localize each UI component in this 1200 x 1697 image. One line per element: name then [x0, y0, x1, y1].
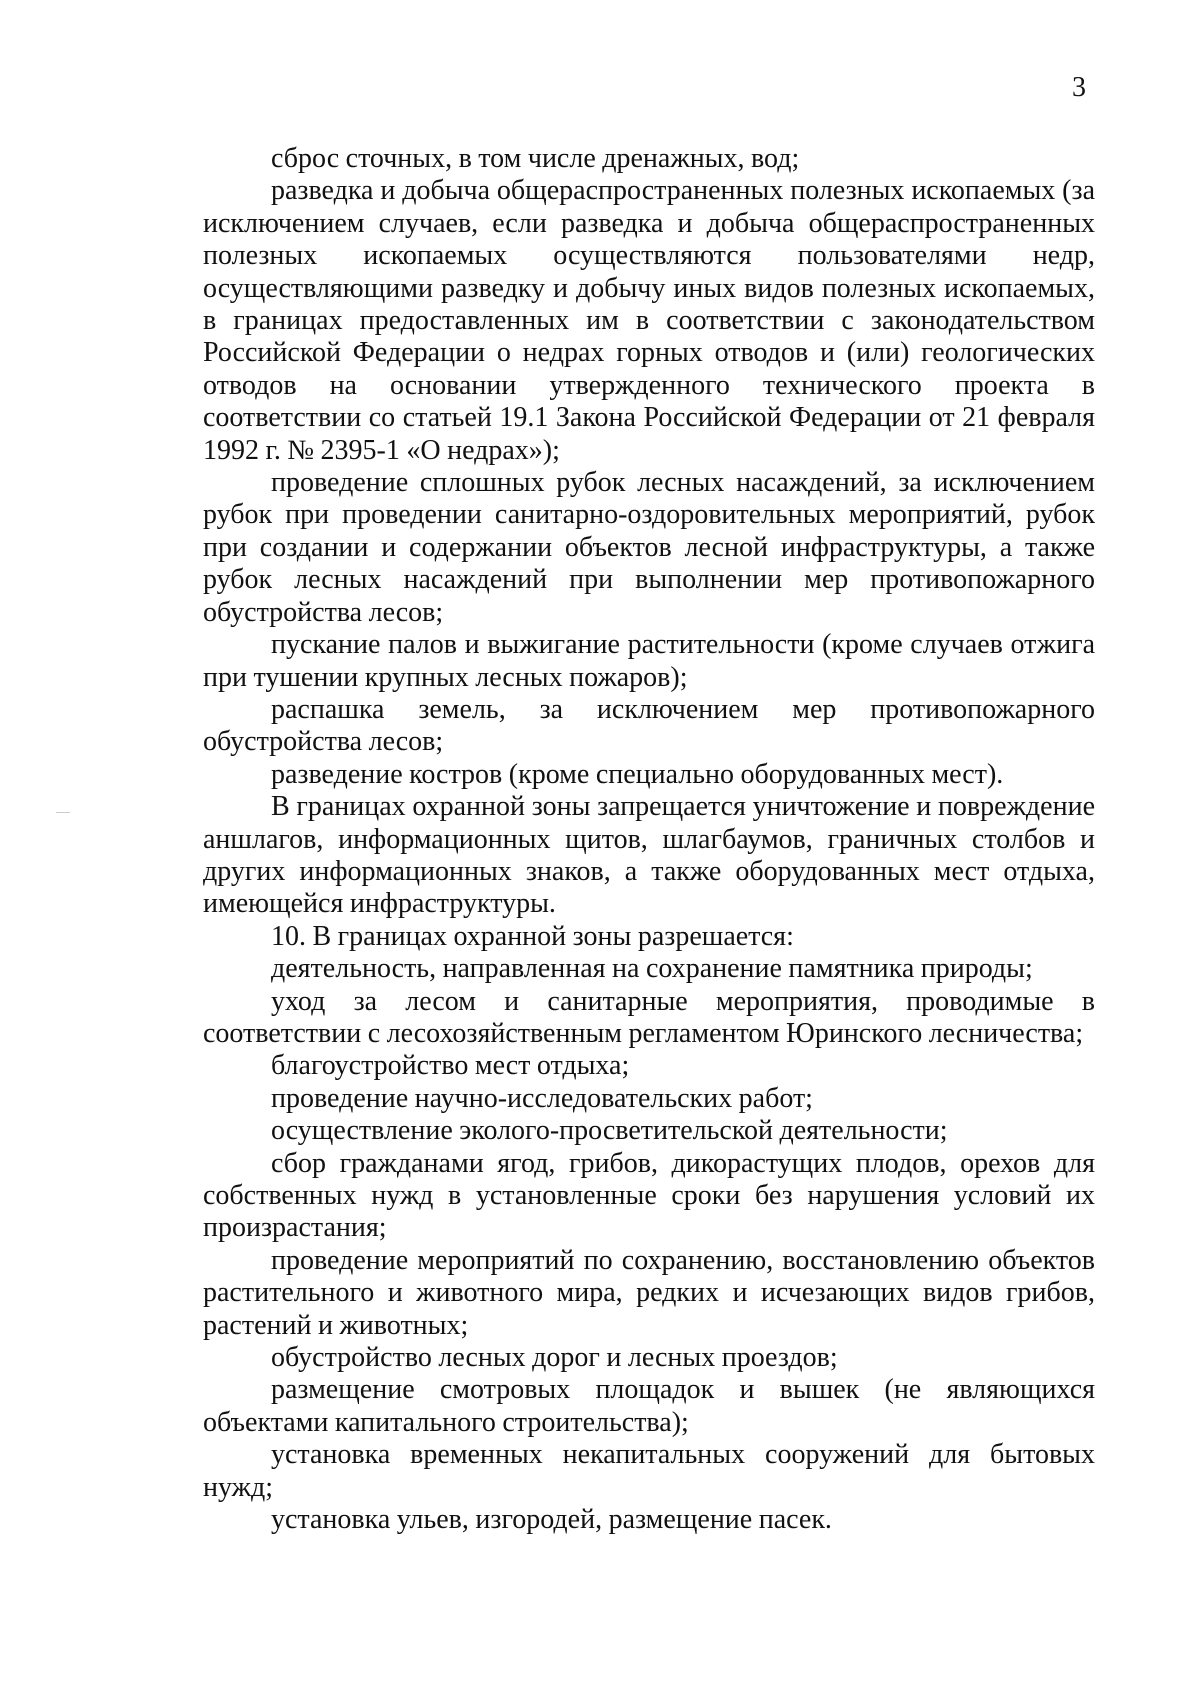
paragraph-observation-towers: размещение смотровых площадок и вышек (не являющихся объектами капитального строительства); [203, 1374, 1095, 1438]
paragraph-conservation: деятельность, направленная на сохранение памятника природы; [271, 953, 1033, 985]
paragraph-gathering: сбор гражданами ягод, грибов, дикорастущих плодов, орехов для собственных нужд в установленные сроки без нарушения условий их произрастания; [203, 1147, 1095, 1244]
paragraph-prohibited-damage: В границах охранной зоны запрещается уничтожение и повреждение аншлагов, информационных щитов, шлагбаумов, граничных столбов и других информационных знаков, а также оборудованных мест отдыха, имеющейся инфраструктуры. [203, 791, 1095, 920]
document-body [203, 143, 1095, 1536]
paragraph-campfires: разведение костров (кроме специально оборудованных мест). [271, 758, 1004, 790]
paragraph-research: проведение научно-исследовательских работ; [271, 1082, 813, 1114]
paragraph-plowing: распашка земель, за исключением мер противопожарного обустройства лесов; [203, 693, 1095, 758]
paragraph-clear-cutting: проведение сплошных рубок лесных насаждений, за исключением рубок при проведении санитарно-оздоровительных мероприятий, рубок при создании и содержании объектов лесной инфраструктуры, а также рубок лесных насаждений при выполнении мер противопожарного обустройства лесов; [203, 467, 1095, 628]
paragraph-restoration: проведение мероприятий по сохранению, восстановлению объектов растительного и животного мира, редких и исчезающих видов грибов, растений и животных; [203, 1244, 1095, 1341]
paragraph-mineral-exploration: разведка и добыча общераспространенных полезных ископаемых (за исключением случаев, если разведка и добыча общераспространенных полезных ископаемых осуществляются пользователями недр, осуществляющими разведку и добычу иных видов полезных ископаемых, в границах предоставленных им в соответствии с законодательством Российской Федерации о недрах горных отводов и (или) геологических отводов на основании утвержденного технического проекта в соответствии со статьей 19.1 Закона Российской Федерации от 21 февраля 1992 г. № 2395-1 «О недрах»); [203, 175, 1095, 466]
paragraph-discharge: сброс сточных, в том числе дренажных, вод; [271, 143, 800, 174]
page-number: 3 [1072, 72, 1086, 103]
paragraph-forest-care: уход за лесом и санитарные мероприятия, проводимые в соответствии с лесохозяйственным регламентом Юринского лесничества; [203, 985, 1095, 1049]
paragraph-eco-education: осуществление эколого-просветительской деятельности; [271, 1115, 948, 1147]
paragraph-temporary-structures: установка временных некапитальных сооружений для бытовых нужд; [203, 1439, 1095, 1503]
paragraph-burning: пускание палов и выжигание растительности (кроме случаев отжига при тушении крупных лесных пожаров); [203, 629, 1095, 693]
scan-artifact [56, 812, 70, 813]
paragraph-section-10-heading: 10. В границах охранной зоны разрешается: [271, 920, 794, 952]
paragraph-forest-roads: обустройство лесных дорог и лесных проездов; [271, 1342, 838, 1374]
paragraph-apiaries: установка ульев, изгородей, размещение пасек. [271, 1504, 832, 1536]
paragraph-rest-areas: благоустройство мест отдыха; [271, 1050, 630, 1082]
